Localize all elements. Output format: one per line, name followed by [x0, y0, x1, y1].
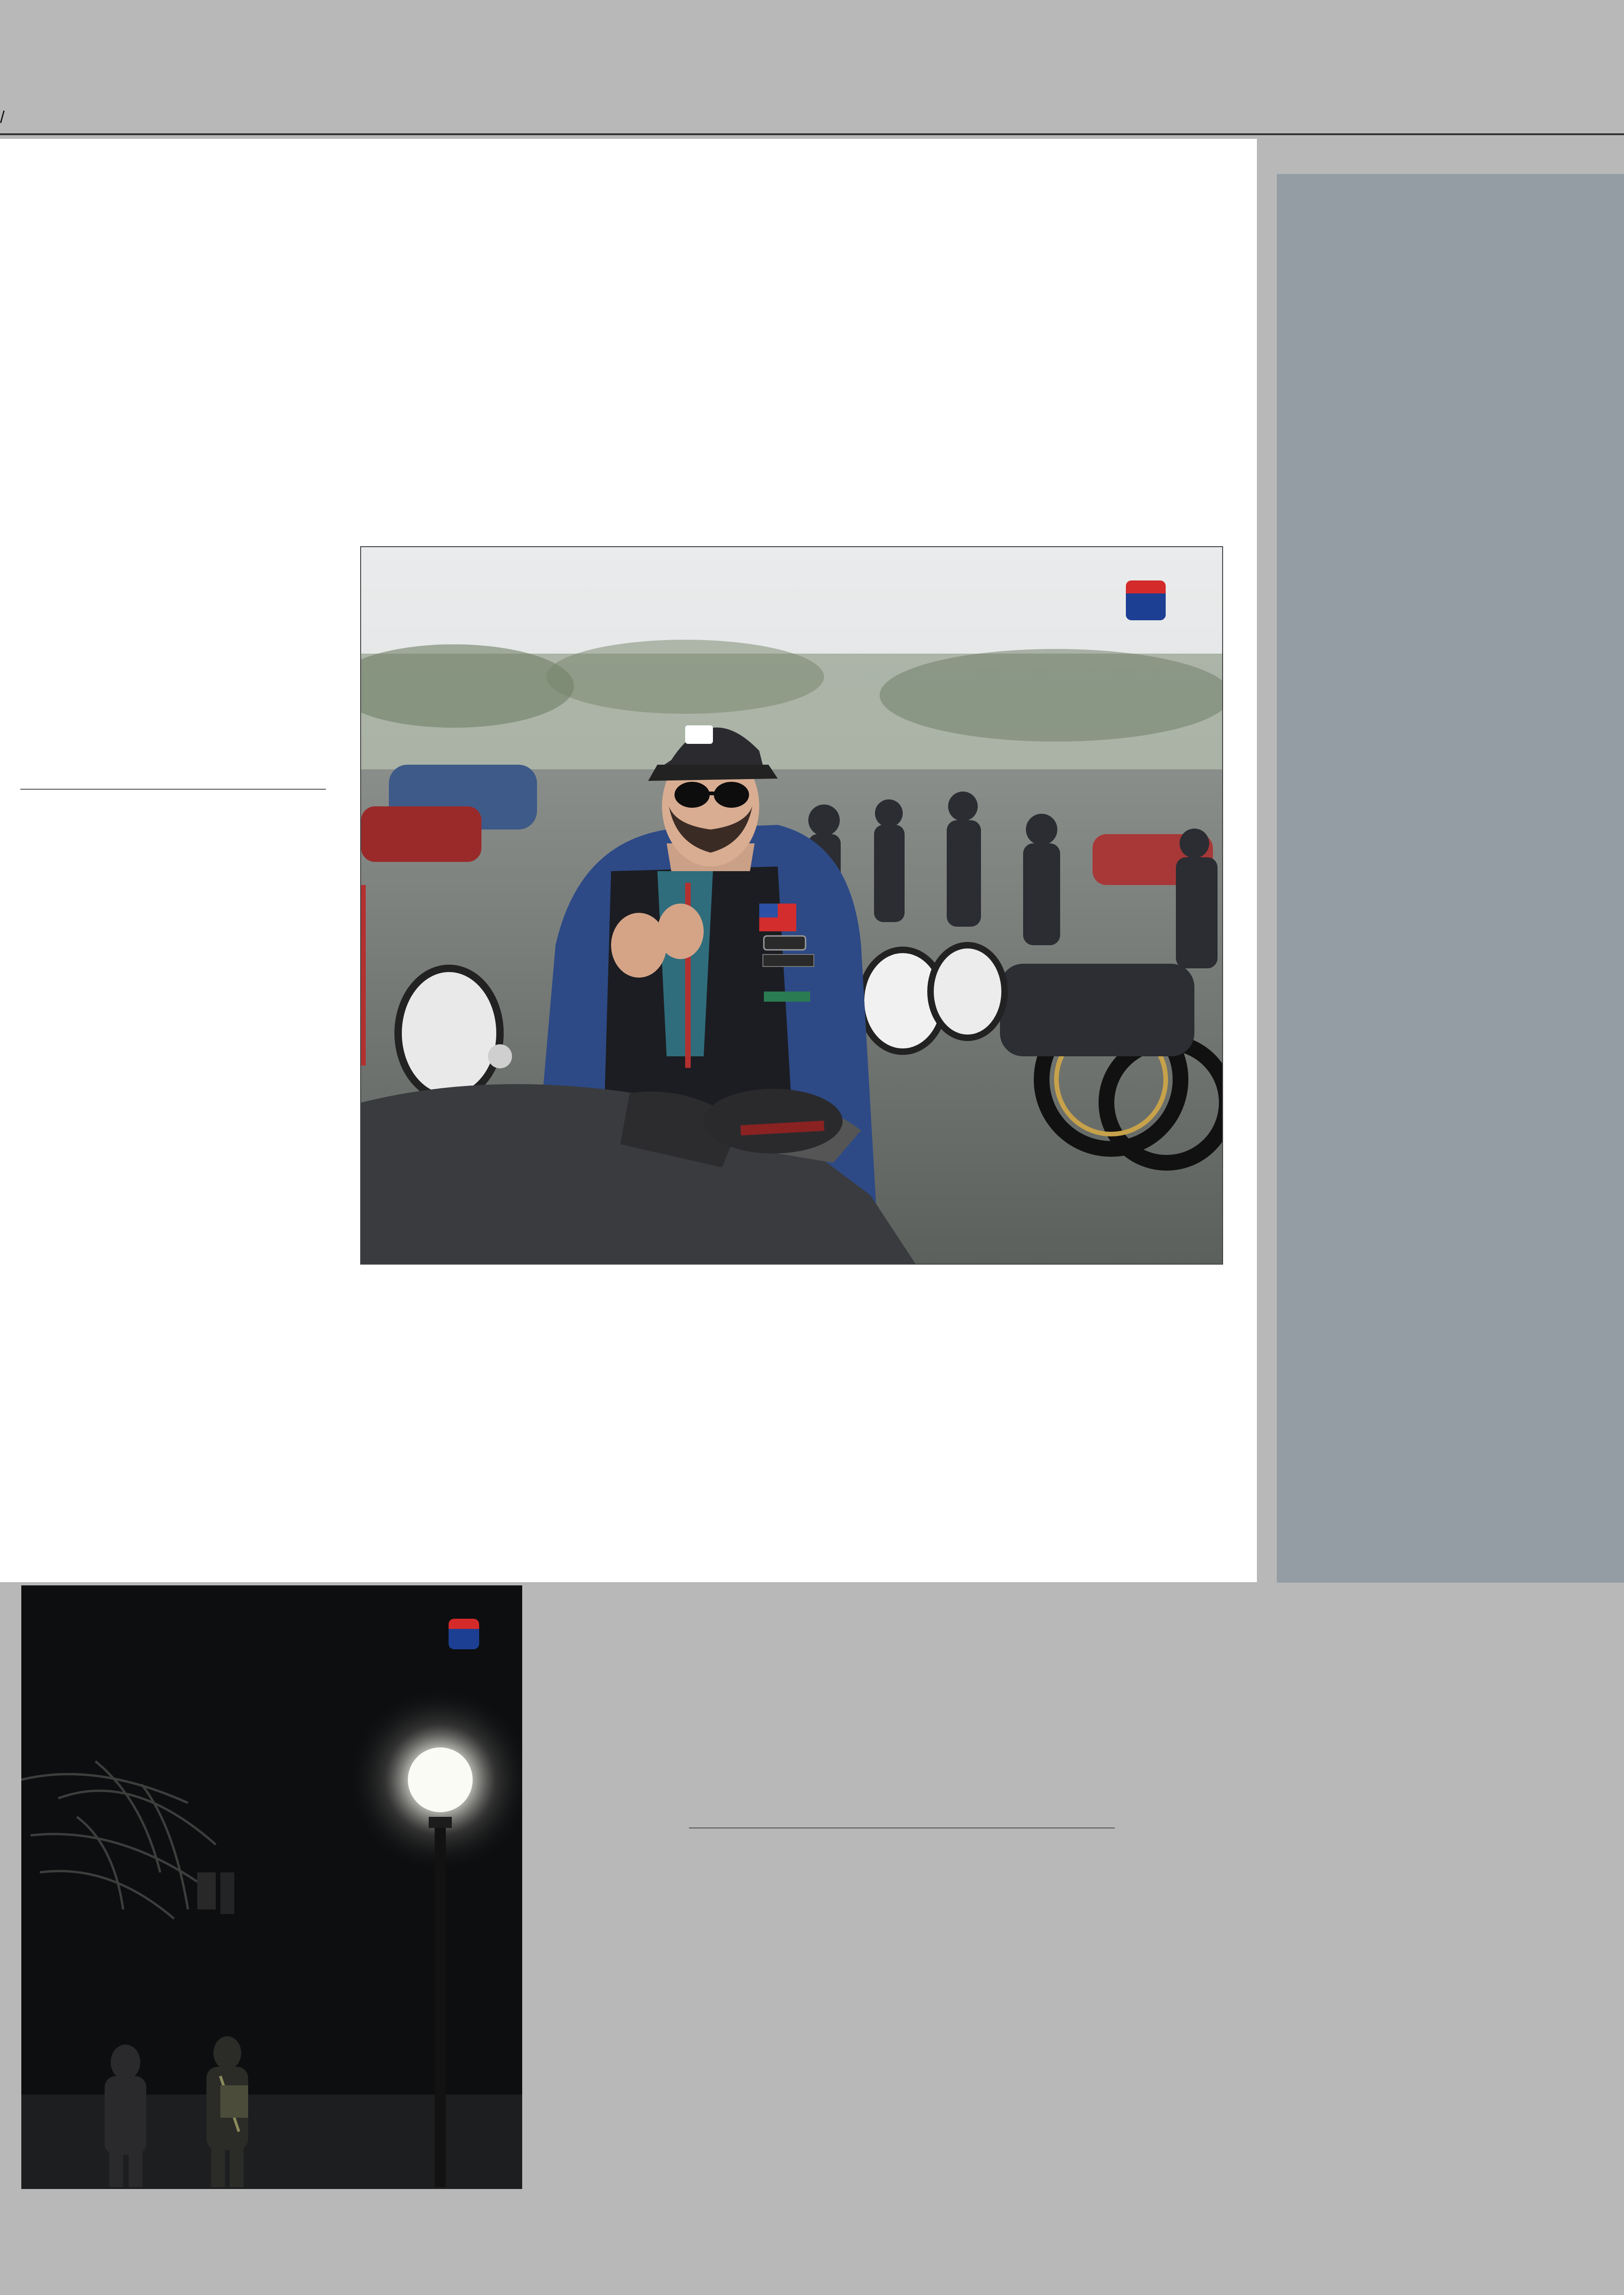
main-byline: [20, 786, 326, 790]
night-street-photo-illustration: [21, 1585, 522, 2189]
main-photo: [360, 546, 1223, 1265]
motorcyclist-photo-illustration: [361, 547, 1223, 1265]
lun-logo-badge: [449, 1619, 479, 1649]
lun-logo-badge: [1126, 580, 1166, 620]
second-byline: [689, 1825, 1115, 1828]
second-photo: [21, 1585, 522, 2189]
section-label: [1586, 104, 1603, 135]
main-column-1: [8, 831, 328, 834]
masthead: /: [0, 107, 5, 126]
header-rule: [0, 133, 1624, 135]
sidebar-panel: [1277, 174, 1624, 1583]
